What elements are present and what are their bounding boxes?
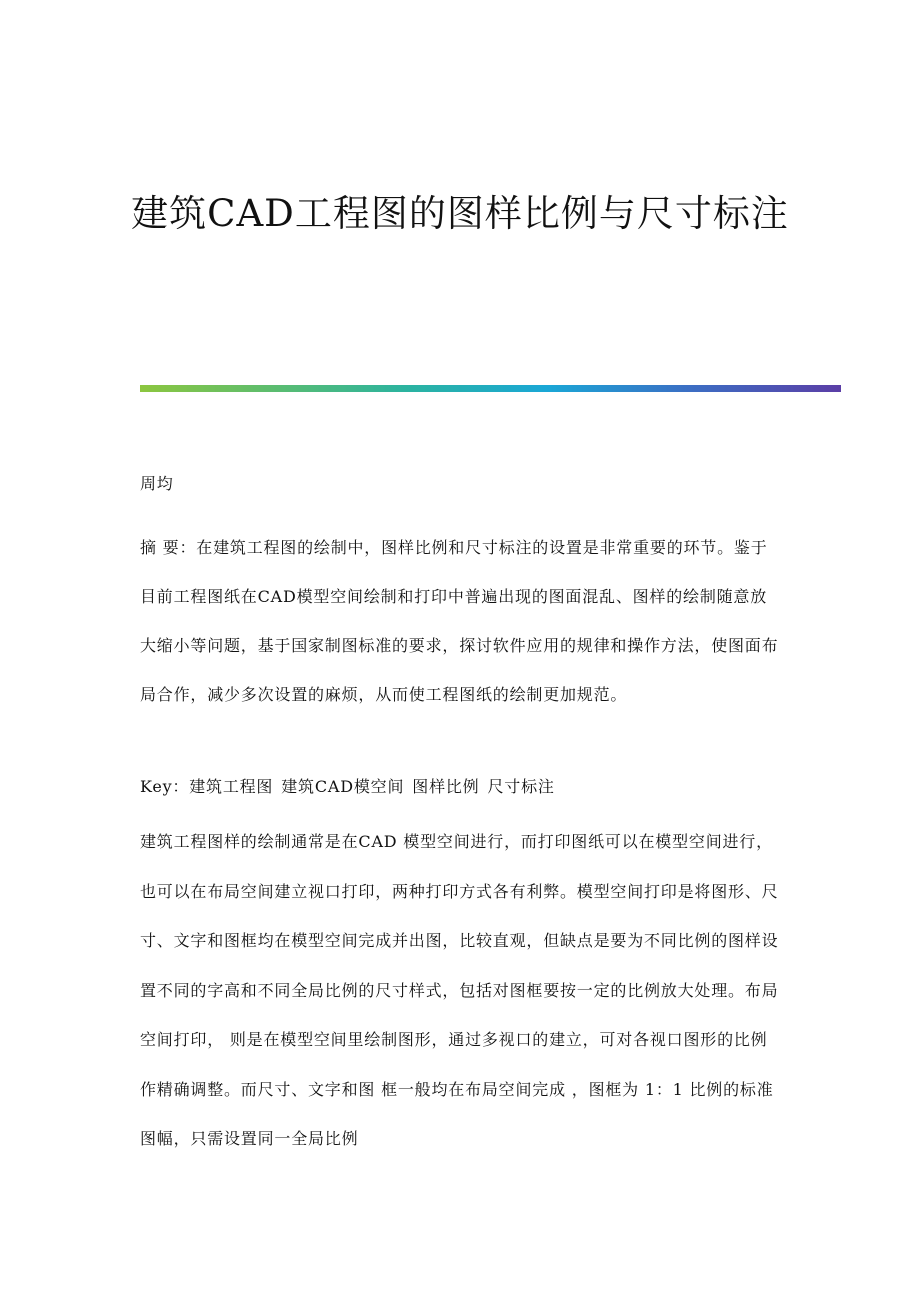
keywords-line	[140, 772, 780, 802]
body-paragraph: 建筑工程图样的绘制通常是在CAD 模型空间进行，而打印图纸可以在模型空间进行，也可以在布局空间建立视口打印，两种打印方式各有利弊。模型空间打印是将图形、尺寸、文字和图框均在模型空间完成并出图，比较直观，但缺点是要为不同比例的图样设置不同的字高和不同全局比例的尺寸样式，包括对图框要按一定的比例放大处理。布局空间打印， 则是在模型空间里绘制图形，通过多视口的建立，可对各视口图形的比例作精确调整。而尺寸、文字和图 框一般均在布局空间完成 ，图框为 1：1 比例的标准图幅，只需设置同一全局比例	[140, 832, 779, 1148]
document-title: 建筑CAD工程图的图样比例与尺寸标注	[131, 192, 789, 235]
abstract-text: 在建筑工程图的绘制中，图样比例和尺寸标注的设置是非常重要的环节。鉴于目前工程图纸在CAD模型空间绘制和打印中普遍出现的图面混乱、图样的绘制随意放大缩小等问题，基于国家制图标准的要求，探讨软件应用的规律和操作方法，使图面布局合作，减少多次设置的麻烦，从而使工程图纸的绘制更加规范。	[140, 538, 779, 704]
keyword: 建筑工程图	[189, 777, 274, 796]
author-name: 周均	[140, 474, 174, 493]
title-divider	[140, 385, 841, 392]
keyword: 尺寸标注	[487, 777, 555, 796]
keyword: 建筑CAD模空间	[281, 777, 405, 796]
keywords-label: Key：	[140, 777, 190, 796]
keyword: 图样比例	[412, 777, 480, 796]
abstract	[140, 523, 780, 719]
abstract-label: 摘 要：	[140, 538, 197, 557]
